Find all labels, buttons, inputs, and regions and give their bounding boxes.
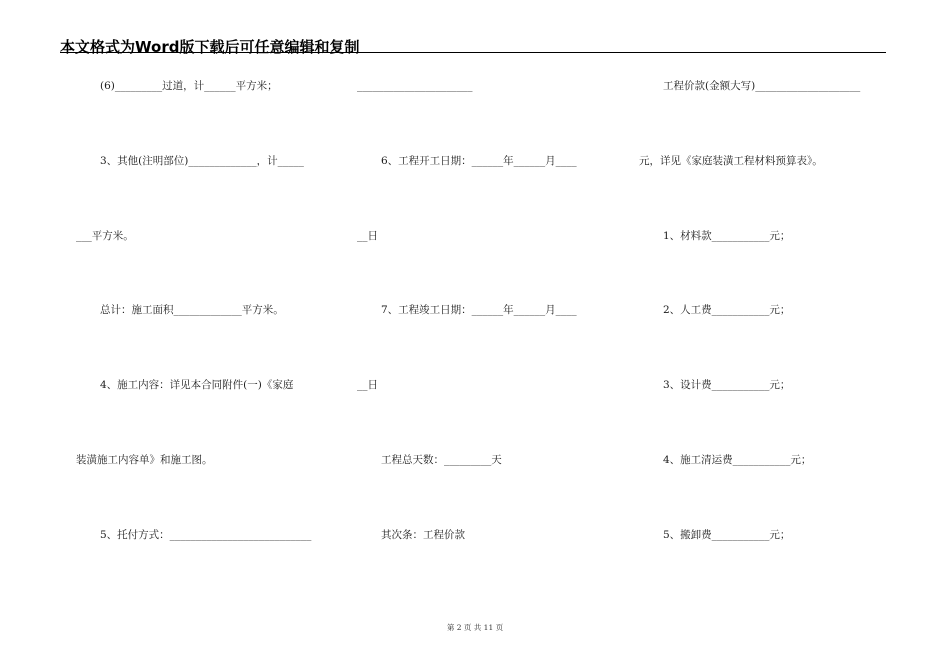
left-line-3: ___平方米。 [76,230,134,242]
right-line-2: 元，详见《家庭装潢工程材料预算表》。 [639,155,823,167]
header-divider [60,52,886,53]
left-line-6: 装潢施工内容单》和施工图。 [76,454,213,466]
page-number-footer: 第 2 页 共 11 页 [446,623,504,632]
document-header-title: 本文格式为Word版下载后可任意编辑和复制 [60,38,360,56]
left-line-1: (6)_________过道，计______平方米； [100,80,278,92]
middle-line-6: 工程总天数：_________天 [381,454,502,466]
right-line-1: 工程价款(金额大写)____________________ [663,80,861,92]
right-line-6: 4、施工清运费___________元； [663,454,812,466]
middle-line-7: 其次条：工程价款 [381,529,465,541]
right-line-4: 2、人工费___________元； [663,304,791,316]
right-line-5: 3、设计费___________元； [663,379,791,391]
left-line-7: 5、托付方式：___________________________ [100,529,312,541]
middle-line-5: __日 [357,379,378,391]
right-line-3: 1、材料款___________元； [663,230,791,242]
right-line-7: 5、搬卸费___________元； [663,529,791,541]
left-line-2: 3、其他(注明部位)_____________，计_____ [100,155,304,167]
middle-line-2: 6、工程开工日期：______年______月____ [381,155,577,167]
middle-line-3: __日 [357,230,378,242]
left-line-5: 4、施工内容：详见本合同附件(一)《家庭 [100,379,294,391]
left-line-4: 总计：施工面积_____________平方米。 [100,304,284,316]
middle-line-4: 7、工程竣工日期：______年______月____ [381,304,577,316]
middle-line-1: ______________________ [357,80,473,92]
